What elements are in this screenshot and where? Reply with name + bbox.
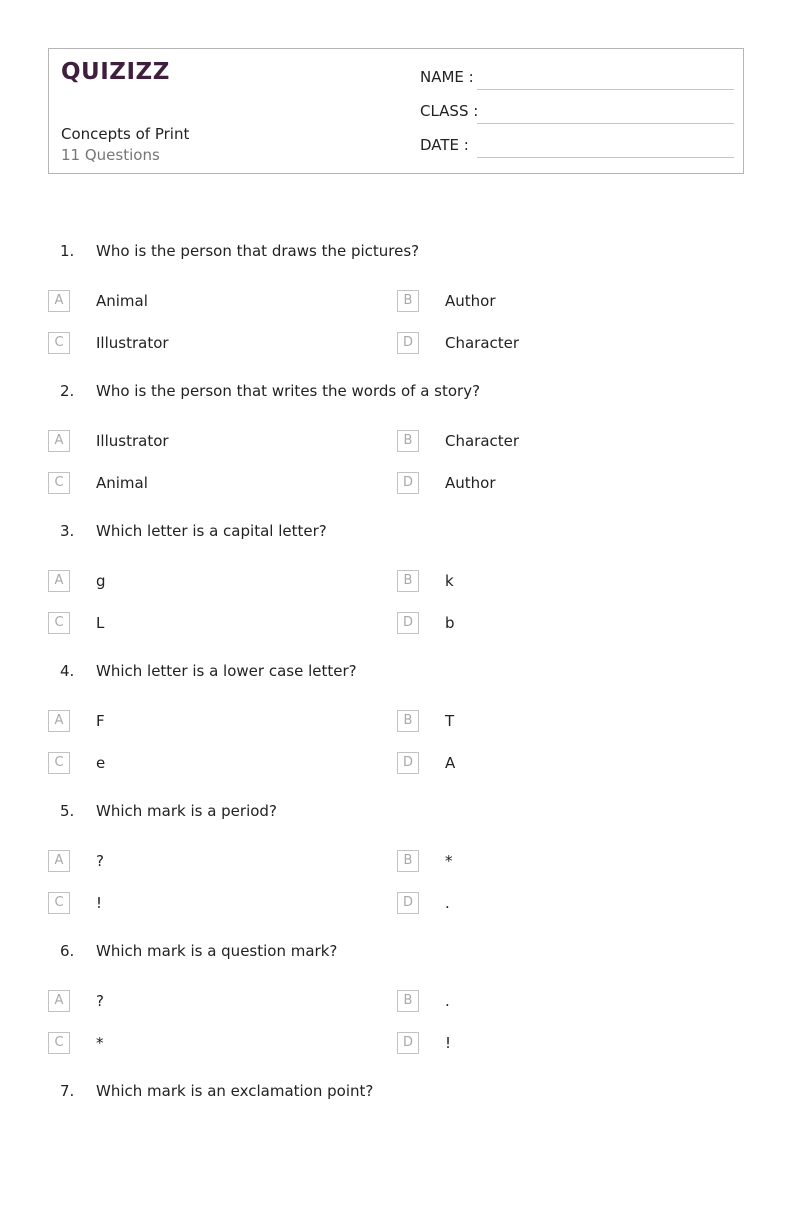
- answer-option-b[interactable]: [397, 430, 727, 456]
- question-number: 1.: [60, 242, 75, 260]
- option-letter-box[interactable]: A: [48, 710, 70, 732]
- option-text: Character: [445, 334, 520, 352]
- date-field[interactable]: [420, 136, 734, 158]
- answer-option-d[interactable]: [397, 1032, 727, 1058]
- question-number: 6.: [60, 942, 75, 960]
- answer-option-b[interactable]: [397, 290, 727, 316]
- option-letter-box[interactable]: A: [48, 850, 70, 872]
- answer-option-c[interactable]: [48, 612, 378, 638]
- question-text: Which mark is a period?: [96, 802, 277, 820]
- question-text: Which mark is an exclamation point?: [96, 1082, 374, 1100]
- answer-option-b[interactable]: [397, 850, 727, 876]
- question-5: [0, 802, 794, 942]
- option-letter-box[interactable]: D: [397, 1032, 419, 1054]
- option-letter-box[interactable]: C: [48, 332, 70, 354]
- option-letter-box[interactable]: D: [397, 612, 419, 634]
- answer-option-c[interactable]: [48, 472, 378, 498]
- answer-option-c[interactable]: [48, 892, 378, 918]
- answer-option-d[interactable]: [397, 892, 727, 918]
- option-text: k: [445, 572, 454, 590]
- option-letter-box[interactable]: A: [48, 990, 70, 1012]
- question-text: Which letter is a lower case letter?: [96, 662, 357, 680]
- option-letter-box[interactable]: B: [397, 990, 419, 1012]
- option-text: *: [445, 852, 453, 870]
- answer-option-b[interactable]: [397, 570, 727, 596]
- option-text: g: [96, 572, 106, 590]
- question-4: [0, 662, 794, 802]
- question-7: [0, 1082, 794, 1222]
- question-text: Who is the person that writes the words of a story?: [96, 382, 481, 400]
- question-number: 4.: [60, 662, 75, 680]
- answer-option-a[interactable]: [48, 710, 378, 736]
- worksheet-title: Concepts of Print: [61, 125, 190, 143]
- option-letter-box[interactable]: B: [397, 290, 419, 312]
- answer-option-c[interactable]: [48, 1032, 378, 1058]
- answer-option-a[interactable]: [48, 570, 378, 596]
- option-text: ?: [96, 852, 104, 870]
- name-line[interactable]: [477, 89, 734, 90]
- answer-option-a[interactable]: [48, 430, 378, 456]
- name-label: NAME :: [420, 68, 474, 86]
- question-text: Who is the person that draws the pictures?: [96, 242, 420, 260]
- quizizz-logo: QUIZIZZ: [61, 59, 170, 85]
- option-text: !: [96, 894, 103, 912]
- option-text: e: [96, 754, 106, 772]
- option-letter-box[interactable]: A: [48, 570, 70, 592]
- question-count: 11 Questions: [61, 146, 160, 164]
- answer-option-a[interactable]: [48, 850, 378, 876]
- option-letter-box[interactable]: B: [397, 570, 419, 592]
- option-letter-box[interactable]: C: [48, 472, 70, 494]
- option-letter-box[interactable]: D: [397, 752, 419, 774]
- option-text: T: [445, 712, 455, 730]
- option-letter-box[interactable]: A: [48, 430, 70, 452]
- class-line[interactable]: [477, 123, 734, 124]
- option-letter-box[interactable]: D: [397, 892, 419, 914]
- question-3: [0, 522, 794, 662]
- name-field[interactable]: [420, 68, 734, 90]
- option-text: Animal: [96, 292, 148, 310]
- answer-option-c[interactable]: [48, 332, 378, 358]
- option-letter-box[interactable]: B: [397, 710, 419, 732]
- answer-option-a[interactable]: [48, 990, 378, 1016]
- option-text: A: [445, 754, 456, 772]
- option-letter-box[interactable]: B: [397, 850, 419, 872]
- question-number: 7.: [60, 1082, 75, 1100]
- question-text: Which letter is a capital letter?: [96, 522, 327, 540]
- answer-option-d[interactable]: [397, 612, 727, 638]
- option-letter-box[interactable]: C: [48, 612, 70, 634]
- question-1: [0, 242, 794, 382]
- question-6: [0, 942, 794, 1082]
- date-label: DATE :: [420, 136, 469, 154]
- option-text: Character: [445, 432, 520, 450]
- question-text: Which mark is a question mark?: [96, 942, 338, 960]
- question-number: 2.: [60, 382, 75, 400]
- option-text: .: [445, 894, 450, 912]
- question-2: [0, 382, 794, 522]
- question-number: 5.: [60, 802, 75, 820]
- answer-option-d[interactable]: [397, 472, 727, 498]
- option-text: ?: [96, 992, 104, 1010]
- date-line[interactable]: [477, 157, 734, 158]
- worksheet-header: [48, 48, 744, 174]
- option-text: b: [445, 614, 455, 632]
- option-text: Author: [445, 292, 496, 310]
- option-letter-box[interactable]: A: [48, 290, 70, 312]
- option-text: L: [96, 614, 105, 632]
- answer-option-d[interactable]: [397, 752, 727, 778]
- option-text: F: [96, 712, 105, 730]
- option-letter-box[interactable]: C: [48, 752, 70, 774]
- question-number: 3.: [60, 522, 75, 540]
- answer-option-b[interactable]: [397, 990, 727, 1016]
- option-text: Illustrator: [96, 432, 169, 450]
- option-text: Animal: [96, 474, 148, 492]
- answer-option-d[interactable]: [397, 332, 727, 358]
- option-letter-box[interactable]: C: [48, 892, 70, 914]
- option-text: .: [445, 992, 450, 1010]
- option-text: *: [96, 1034, 104, 1052]
- answer-option-a[interactable]: [48, 290, 378, 316]
- option-text: !: [445, 1034, 452, 1052]
- class-label: CLASS :: [420, 102, 479, 120]
- option-letter-box[interactable]: B: [397, 430, 419, 452]
- option-text: Illustrator: [96, 334, 169, 352]
- option-text: Author: [445, 474, 496, 492]
- class-field[interactable]: [420, 102, 734, 124]
- option-letter-box[interactable]: D: [397, 472, 419, 494]
- answer-option-c[interactable]: [48, 752, 378, 778]
- option-letter-box[interactable]: C: [48, 1032, 70, 1054]
- answer-option-b[interactable]: [397, 710, 727, 736]
- option-letter-box[interactable]: D: [397, 332, 419, 354]
